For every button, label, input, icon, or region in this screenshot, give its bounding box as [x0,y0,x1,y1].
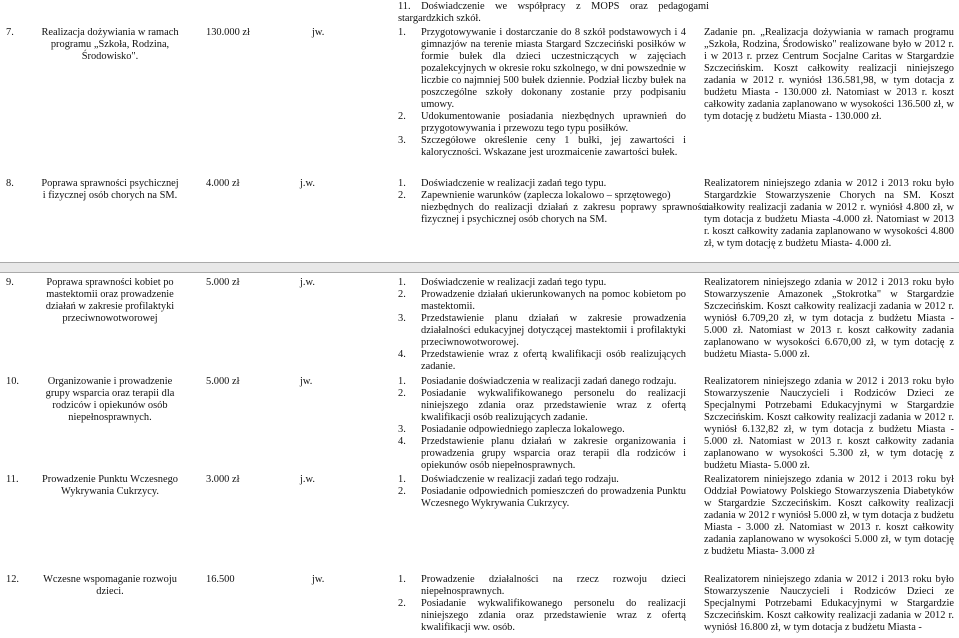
task-title: Poprawa sprawności psychicznej i fizycznej osób chorych na SM. [41,178,179,201]
implementation-note: Zadanie pn. „Realizacja dożywiania w ramach programu „Szkoła, Rodzina, Środowisko" realizowane było w 2012 r. i w 2013 r. przez Centrum Socjalne Caritas w Stargardzie Szczecińskim. Koszt całkowity realizacji niniejszego zadania w 2012 r. wyniósł 136.581,98, w tym dotacja z budżetu Miasta - 130.000 zł. Natomiast w 2013 r. koszt całkowity zadania zaplanowano w wysokości 136.500 zł, w tym dotację z budżetu Miasta - 130.000 zł. [704,27,954,122]
list-item: 2. Prowadzenie działań ukierunkowanych na pomoc kobietom po mastektomii. [398,289,686,312]
amount: 130.000 zł [206,27,250,38]
task-title: Organizowanie i prowadzenie grupy wsparcia oraz terapii dla rodziców i opiekunów osób niepełnosprawnych. [45,376,175,423]
list-item: 4. Przedstawienie wraz z ofertą kwalifikacji osób realizujących zadanie. [398,349,686,372]
list-item: 4. Przedstawienie planu działań w zakresie organizowania i prowadzenia grupy wsparcia oraz terapii dla rodziców i opiekunów osób niepełnosprawnych. [398,436,686,471]
row-number: 11. [6,474,19,485]
page-break [0,262,959,273]
task-requirements [398,178,686,202]
implementation-note: Realizatorem niniejszego zdania w 2012 i 2013 roku było Stowarzyszenie Nauczycieli i Rodziców Dzieci ze Specjalnymi Potrzebami Edukacyjnymi w Stargardzie Szczecińskim. Koszt całkowity realizacji zadania w 2012 r. wyniósł 6.132,82 zł, w tym dotacja z budżetu Miasta - 5.000 zł. Natomiast w 2013 r. koszt całkowity zadania zaplanowano w wysokości 5.300 zł, w tym dotację z budżetu Miasta- 5.000 zł. [704,376,954,471]
row-number: 12. [6,574,19,585]
list-item: 2. Posiadanie odpowiednich pomieszczeń do prowadzenia Punktu Wczesnego Wykrywania Cukrzycy. [398,486,686,509]
row-number: 9. [6,277,14,288]
list-item: 2. Posiadanie wykwalifikowanego personelu do realizacji niniejszego zdania oraz przedstawienie wraz z ofertą kwalifikacji ww. osób. [398,598,686,633]
list-item: 1. Doświadczenie w realizacji zadań tego typu. [398,178,607,189]
amount: 5.000 zł [206,376,240,387]
source: jw. [312,574,325,585]
list-item: 1. Posiadanie doświadczenia w realizacji zadań danego rodzaju. [398,376,677,387]
row-number: 7. [6,27,14,38]
row-number: 8. [6,178,14,189]
list-item: 3. Szczegółowe określenie ceny 1 bułki, jej zawartości i kaloryczności. Wskazane jest urozmaicenie zawartości bułek. [398,135,686,158]
list-item: 1. Doświadczenie w realizacji zadań tego rodzaju. [398,474,619,485]
amount: 16.500 [206,574,235,585]
amount: 3.000 zł [206,474,240,485]
implementation-note: Realizatorem niniejszego zdania w 2012 i 2013 roku było Stowarzyszenie Nauczycieli i Rodziców Dzieci ze Specjalnymi Potrzebami Edukacyjnymi w Stargardzie Szczecińskim. Koszt całkowity realizacji zadania w 2012 r. wyniósł 16.800 zł, w tym dotacja z budżetu Miasta - [704,574,954,633]
amount: 4.000 zł [206,178,240,189]
amount: 5.000 zł [206,277,240,288]
task-requirements [398,27,686,159]
task-requirements [398,277,686,373]
list-item: 1. Doświadczenie w realizacji zadań tego typu. [398,277,607,288]
list-item: 2. Zapewnienie warunków (zaplecza lokalowo – sprzętowego) [398,190,671,201]
source: j.w. [300,178,315,189]
source: j.w. [300,277,315,288]
task-requirements [398,376,686,472]
task-title: Prowadzenie Punktu Wczesnego Wykrywania Cukrzycy. [41,474,178,497]
implementation-note: Realizatorem niniejszego zdania w 2012 i 2013 roku było Stowarzyszenie Amazonek „Stokrotka" w Stargardzie Szczecińskim. Koszt całkowity realizacji zadania w 2012 r. wyniósł 6.709,20 zł, w tym dotacja z budżetu Miasta - 5.000 zł. Natomiast w 2013 r. koszt całkowity zadania zaplanowano w wysokości 6.670,00 zł, w tym dotację z budżetu Miasta- 5.000 zł. [704,277,954,360]
list-item: 2. Posiadanie wykwalifikowanego personelu do realizacji niniejszego zdania oraz przedstawienie wraz z ofertą kwalifikacji osób realizujących zadanie. [398,388,686,423]
source: jw. [312,27,325,38]
task-title: Realizacja dożywiania w ramach programu „Szkoła, Rodzina, Środowisko". [41,27,179,62]
task-continuation: niezbędnych do realizacji działań z zakresu poprawy sprawności fizycznej i psychicznej osób chorych na SM. [421,202,709,225]
implementation-note: Realizatorem niniejszego zdania w 2012 i 2013 roku było Stargardzkie Stowarzyszenie Chorych na SM. Koszt całkowity realizacji zadania w 2012 r. wyniósł 4.800 zł, w tym dotacja z budżetu Miasta -4.000 zł. Natomiast w 2013 r. koszt całkowity zadania zaplanowano w wysokości 4.800 zł, w tym dotację z budżetu Miasta- 4.000 zł. [704,178,954,249]
row-number: 10. [6,376,19,387]
list-item: 1. Przygotowywanie i dostarczanie do 8 szkół podstawowych i 4 gimnazjów na terenie miasta Stargard Szczeciński posiłków w formie bułek dla dzieci uczestniczących w zajęciach pozalekcyjnych w okresie roku szkolnego, w dni powszednie w liczbie co najmniej 500 bułek dziennie. Podział liczby bułek na poszczególne szkoły dokonany zostanie przy podpisaniu umowy. [398,27,686,110]
list-item: 1. Prowadzenie działalności na rzecz rozwoju dzieci niepełnosprawnych. [398,574,686,597]
implementation-note: Realizatorem niniejszego zdania w 2012 i 2013 roku był Oddział Powiatowy Polskiego Stowarzyszenia Diabetyków w Stargardzie Szczecińskim. Koszt całkowity realizacji zadania w 2012 r wyniósł 5.000 zł, w tym dotacja z budżetu Miasta - 3.000 zł. Natomiast w 2013 r. koszt całkowity zadania zaplanowano w wysokości 5.000 zł, w tym dotację z budżetu Miasta- 3.000 zł [704,474,954,557]
list-item: 2. Udokumentowanie posiadania niezbędnych uprawnień do przygotowywania i przewozu tego typu posiłków. [398,111,686,134]
list-item: 3. Przedstawienie planu działań w zakresie prowadzenia działalności edukacyjnej dotyczącej mastektomii i profilaktyki przeciwnowotworowej. [398,313,686,348]
task-requirements [398,474,686,510]
task-requirements [398,574,686,634]
task-title: Wczesne wspomaganie rozwoju dzieci. [43,574,177,597]
source: jw. [300,376,313,387]
source: j.w. [300,474,315,485]
task-title: Poprawa sprawności kobiet po mastektomii oraz prowadzenie działań w zakresie profilaktyki przeciwnowotworowej [45,277,175,324]
list-item: 3. Posiadanie odpowiedniego zaplecza lokalowego. [398,424,625,435]
